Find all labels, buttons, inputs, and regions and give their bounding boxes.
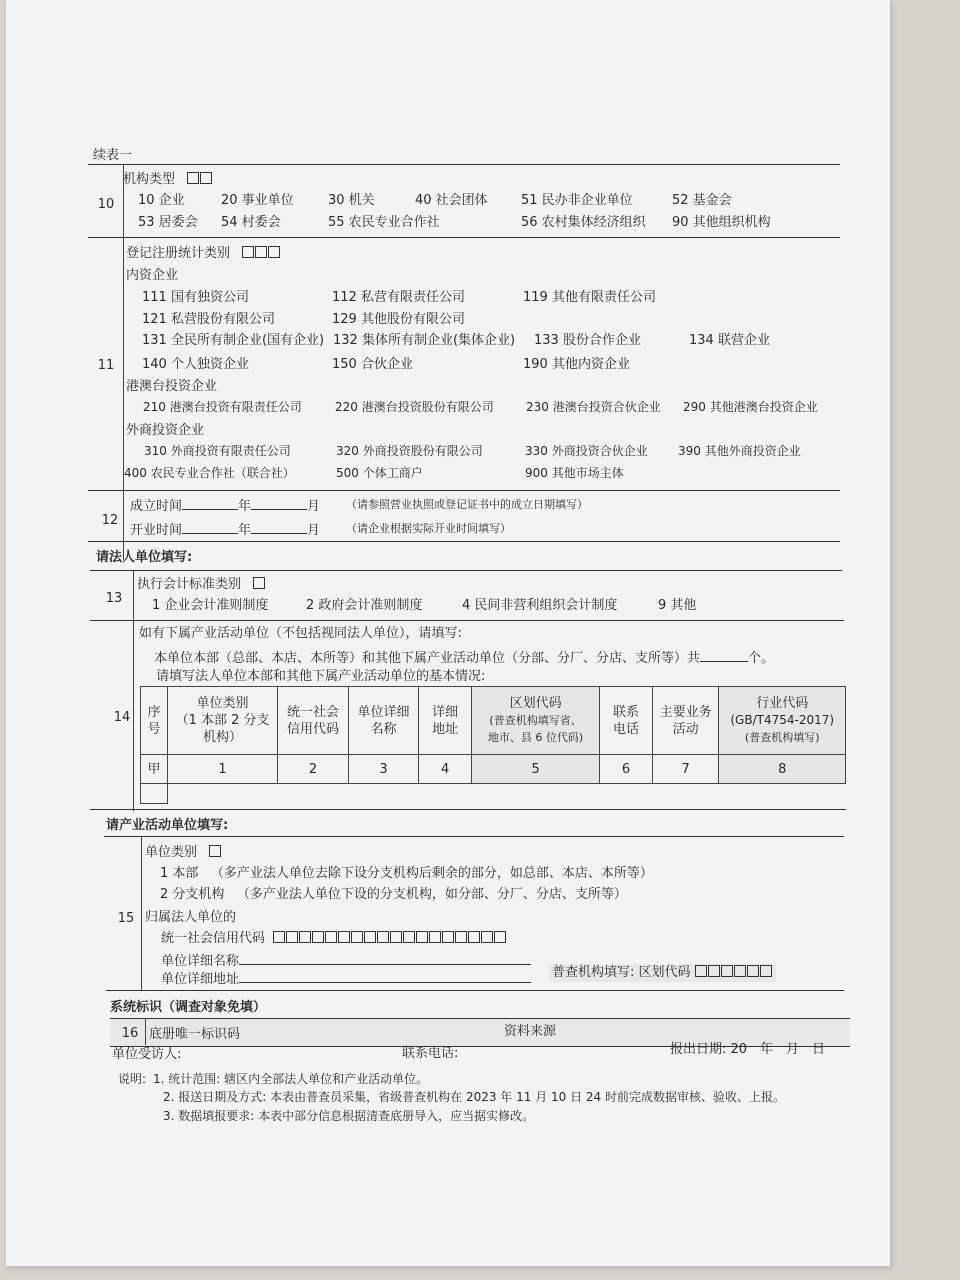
org-type-option: 90 其他组织机构 <box>672 215 771 230</box>
index-cell: 4 <box>419 755 472 784</box>
registration-option: 290 其他港澳台投资企业 <box>683 400 818 414</box>
code-box[interactable] <box>403 931 415 943</box>
registration-type-title: 登记注册统计类别 <box>126 246 281 262</box>
header-cell: 区划代码 (普查机构填写省、 地市、县 6 位代码) <box>472 687 600 755</box>
domestic-heading: 内资企业 <box>126 268 179 283</box>
opened-date-field[interactable]: 开业时间 年 月 <box>130 520 320 539</box>
divider <box>88 164 840 165</box>
code-box[interactable] <box>416 931 428 943</box>
registration-option: 190 其他内资企业 <box>523 357 630 372</box>
index-cell: 6 <box>600 755 653 784</box>
registration-option: 210 港澳台投资有限责任公司 <box>143 400 302 414</box>
registration-option: 140 个人独资企业 <box>142 357 249 372</box>
report-date-field[interactable]: 报出日期: 20 年 月 日 <box>670 1042 826 1057</box>
org-type-option: 51 民办非企业单位 <box>521 193 633 208</box>
header-cell: 行业代码 (GB/T4754-2017) (普查机构填写) <box>719 687 846 755</box>
code-box[interactable] <box>429 931 441 943</box>
continued-label: 续表一 <box>93 148 133 163</box>
code-box[interactable] <box>442 931 454 943</box>
region-code-field[interactable]: 普查机构填写: 区划代码 <box>549 964 776 982</box>
registration-option: 150 合伙企业 <box>332 357 413 372</box>
registration-option: 131 全民所有制企业(国有企业) <box>142 333 325 348</box>
accounting-option: 4 民间非营利组织会计制度 <box>462 598 618 613</box>
table-index-row <box>141 755 846 784</box>
code-box[interactable] <box>242 246 254 258</box>
activity-section-heading: 请产业活动单位填写: <box>106 818 229 833</box>
row-number: 15 <box>117 911 135 926</box>
accounting-standard-title: 执行会计标准类别 <box>137 577 266 593</box>
registration-option: 900 其他市场主体 <box>525 466 624 480</box>
notes-lead: 说明: <box>118 1072 147 1086</box>
code-box[interactable] <box>747 965 759 977</box>
registration-option: 119 其他有限责任公司 <box>523 290 656 305</box>
divider <box>90 809 846 810</box>
hmt-heading: 港澳台投资企业 <box>126 379 218 394</box>
table-cell[interactable] <box>167 784 845 804</box>
credit-code-boxes[interactable] <box>273 931 507 946</box>
code-box[interactable] <box>468 931 480 943</box>
registration-option: 390 其他外商投资企业 <box>678 444 801 458</box>
code-box[interactable] <box>494 931 506 943</box>
org-type-option: 30 机关 <box>328 193 375 208</box>
registration-option: 112 私营有限责任公司 <box>332 290 465 305</box>
data-source-label: 资料来源 <box>504 1024 557 1039</box>
system-section-heading: 系统标识（调查对象免填） <box>110 1000 267 1015</box>
row-number: 10 <box>97 197 115 212</box>
note-item: 2. 报送日期及方式: 本表由普查员采集，省级普查机构在 2023 年 11 月 10 日 24 时前完成数据审核、验收、上报。 <box>163 1090 785 1104</box>
index-cell: 3 <box>348 755 419 784</box>
registration-option: 310 外商投资有限责任公司 <box>144 444 291 458</box>
code-box[interactable] <box>455 931 467 943</box>
registration-option: 230 港澳台投资合伙企业 <box>526 400 661 414</box>
table-row[interactable] <box>141 784 846 804</box>
established-note: （请参照营业执照或登记证书中的成立日期填写） <box>346 498 588 511</box>
org-type-option: 56 农村集体经济组织 <box>521 215 646 230</box>
row-number: 14 <box>113 710 131 725</box>
registration-option: 111 国有独资公司 <box>142 290 249 305</box>
table-cell[interactable] <box>141 784 168 804</box>
registration-option: 134 联营企业 <box>689 333 770 348</box>
accounting-option: 2 政府会计准则制度 <box>306 598 423 613</box>
register-id-label: 底册唯一标识码 <box>149 1027 241 1042</box>
index-cell: 5 <box>472 755 600 784</box>
unit-address-field[interactable]: 单位详细地址 <box>161 969 531 988</box>
code-box[interactable] <box>273 931 285 943</box>
row-number: 16 <box>121 1026 139 1041</box>
index-cell: 7 <box>652 755 719 784</box>
divider <box>88 541 840 542</box>
org-type-option: 52 基金会 <box>672 193 732 208</box>
subunit-table <box>140 686 846 804</box>
org-type-option: 40 社会团体 <box>415 193 488 208</box>
foreign-heading: 外商投资企业 <box>126 423 205 438</box>
code-box[interactable] <box>312 931 324 943</box>
org-type-option: 53 居委会 <box>138 215 198 230</box>
code-box[interactable] <box>351 931 363 943</box>
code-box[interactable] <box>364 931 376 943</box>
opened-note: （请企业根据实际开业时间填写） <box>346 522 511 535</box>
code-box[interactable] <box>721 965 733 977</box>
row-number: 12 <box>101 513 119 528</box>
org-type-option: 10 企业 <box>138 193 185 208</box>
form-page <box>6 0 890 1266</box>
org-type-option: 54 村委会 <box>221 215 281 230</box>
code-box[interactable] <box>377 931 389 943</box>
respondent-field[interactable]: 单位受访人: <box>112 1047 182 1062</box>
index-cell: 2 <box>278 755 349 784</box>
row-number: 13 <box>105 591 123 606</box>
index-cell: 8 <box>719 755 846 784</box>
code-box[interactable] <box>325 931 337 943</box>
established-date-field[interactable]: 成立时间 年 月 <box>130 496 320 515</box>
divider <box>88 490 840 491</box>
code-box[interactable] <box>734 965 746 977</box>
registration-option: 220 港澳台投资股份有限公司 <box>335 400 494 414</box>
org-type-option: 55 农民专业合作社 <box>328 215 440 230</box>
header-cell: 统一社会 信用代码 <box>278 687 349 755</box>
accounting-option: 1 企业会计准则制度 <box>152 598 269 613</box>
subunit-intro: 如有下属产业活动单位（不包括视同法人单位），请填写: <box>139 626 462 641</box>
code-box[interactable] <box>253 577 265 589</box>
divider <box>88 237 840 238</box>
registration-option: 121 私营股份有限公司 <box>142 312 275 327</box>
divider <box>106 990 844 991</box>
registration-option: 320 外商投资股份有限公司 <box>336 444 483 458</box>
subunit-count-line[interactable]: 本单位本部（总部、本店、本所等）和其他下属产业活动单位（分部、分厂、分店、支所等）共 个。 <box>154 648 774 667</box>
column-divider <box>133 571 134 811</box>
header-cell: 详细 地址 <box>419 687 472 755</box>
unit-category-option-2: 2 分支机构 （多产业法人单位下设的分支机构，如分部、分厂、分店、支所等） <box>160 887 627 902</box>
note-item: 3. 数据填报要求: 本表中部分信息根据清查底册导入，应当据实修改。 <box>163 1109 535 1123</box>
parent-unit-label: 归属法人单位的 <box>145 910 237 925</box>
code-box[interactable] <box>286 931 298 943</box>
registration-option: 500 个体工商户 <box>336 466 423 480</box>
table-intro: 请填写法人单位本部和其他下属产业活动单位的基本情况: <box>156 669 486 684</box>
org-type-option: 20 事业单位 <box>221 193 294 208</box>
legal-section-heading: 请法人单位填写: <box>96 550 193 565</box>
registration-option: 129 其他股份有限公司 <box>332 312 465 327</box>
header-cell: 序 号 <box>141 687 168 755</box>
row-number: 11 <box>97 358 115 373</box>
divider <box>90 570 842 571</box>
code-box[interactable] <box>268 246 280 258</box>
registration-option: 133 股份合作企业 <box>534 333 641 348</box>
phone-field[interactable]: 联系电话: <box>402 1046 459 1061</box>
divider <box>104 836 844 837</box>
code-box[interactable] <box>760 965 772 977</box>
registration-option: 400 农民专业合作社（联合社） <box>124 466 295 480</box>
index-cell: 1 <box>167 755 277 784</box>
divider <box>90 620 844 621</box>
accounting-option: 9 其他 <box>658 598 697 613</box>
code-box[interactable] <box>209 845 221 857</box>
note-item: 1. 统计范围: 辖区内全部法人单位和产业活动单位。 <box>153 1072 429 1086</box>
registration-option: 330 外商投资合伙企业 <box>525 444 648 458</box>
code-box[interactable] <box>390 931 402 943</box>
code-box[interactable] <box>200 172 212 184</box>
region-code-boxes[interactable] <box>695 965 773 980</box>
header-cell: 联系 电话 <box>600 687 653 755</box>
code-box[interactable] <box>187 172 199 184</box>
org-type-title: 机构类型 <box>123 172 213 188</box>
code-box[interactable] <box>299 931 311 943</box>
credit-code-field[interactable]: 统一社会信用代码 <box>161 931 507 947</box>
unit-name-field[interactable]: 单位详细名称 <box>161 951 531 970</box>
table-header-row <box>141 687 846 755</box>
registration-option: 132 集体所有制企业(集体企业) <box>333 333 516 348</box>
code-box[interactable] <box>481 931 493 943</box>
code-box[interactable] <box>338 931 350 943</box>
unit-category-option-1: 1 本部 （多产业法人单位去除下设分支机构后剩余的部分，如总部、本店、本所等） <box>160 866 653 881</box>
code-box[interactable] <box>695 965 707 977</box>
index-cell: 甲 <box>141 755 168 784</box>
header-cell: 单位详细 名称 <box>348 687 419 755</box>
header-cell: 主要业务 活动 <box>652 687 719 755</box>
code-box[interactable] <box>255 246 267 258</box>
code-box[interactable] <box>708 965 720 977</box>
unit-category-title: 单位类别 <box>145 845 222 861</box>
header-cell: 单位类别 （1 本部 2 分支 机构） <box>167 687 277 755</box>
